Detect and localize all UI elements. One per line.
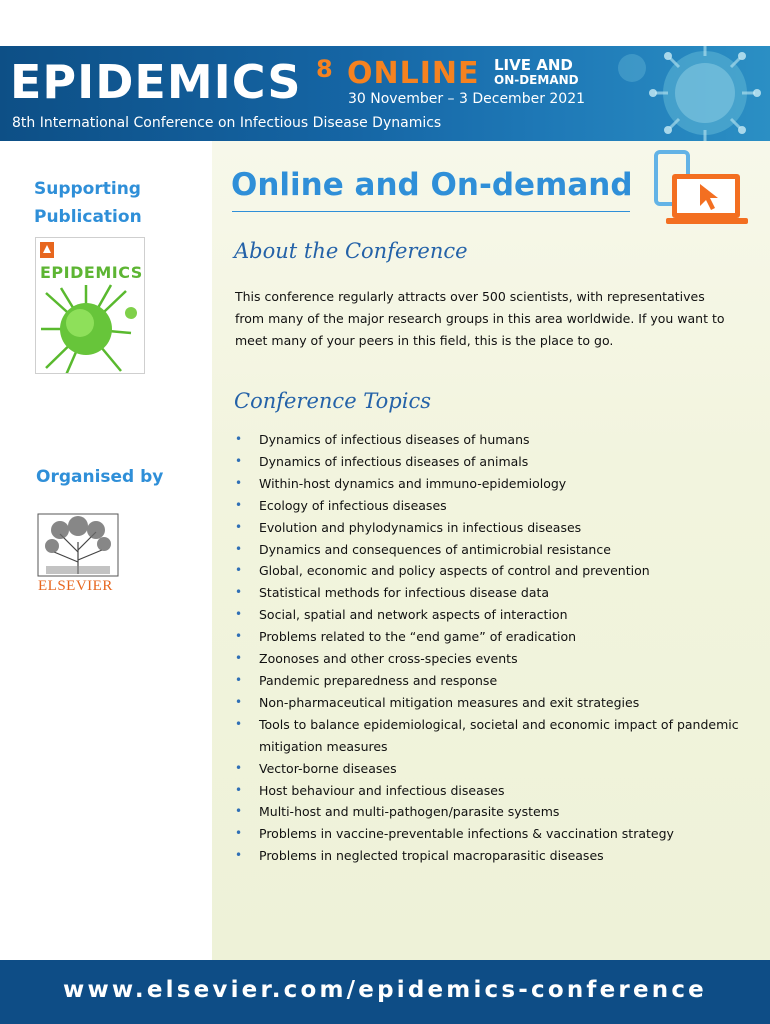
topic-item — [235, 495, 745, 517]
bullet-icon: • — [235, 826, 243, 841]
topic-text: Host behaviour and infectious diseases — [259, 782, 505, 798]
bullet-icon: • — [235, 760, 243, 775]
virus-illustration-icon — [36, 283, 145, 374]
topics-list — [235, 429, 745, 867]
topic-item — [235, 823, 745, 845]
supporting-heading-line1: Supporting — [34, 179, 141, 199]
topic-item — [235, 429, 745, 451]
bullet-icon: • — [235, 629, 243, 644]
conference-title: EPIDEMICS — [10, 55, 302, 109]
topic-item — [235, 517, 745, 539]
about-heading: About the Conference — [234, 239, 468, 263]
conference-banner — [0, 46, 770, 141]
elsevier-wordmark: ELSEVIER — [38, 578, 113, 594]
topic-text: Social, spatial and network aspects of interaction — [259, 607, 568, 623]
bullet-icon: • — [235, 694, 243, 709]
on-demand-label: ON-DEMAND — [494, 73, 579, 87]
topic-item — [235, 604, 745, 626]
topic-item — [235, 714, 745, 758]
topic-item — [235, 539, 745, 561]
topic-item — [235, 451, 745, 473]
topic-text: Dynamics of infectious diseases of humans — [259, 432, 530, 447]
bullet-icon: • — [235, 607, 243, 622]
about-text: This conference regularly attracts over 500 scientists, with representatives from many of the major research groups in this area worldwide. If you want to meet many of your peers in this field, this is the place to go. — [235, 289, 725, 348]
topic-item — [235, 648, 745, 670]
topic-item — [235, 582, 745, 604]
bullet-icon: • — [235, 563, 243, 578]
bullet-icon: • — [235, 497, 243, 512]
topic-text: Multi-host and multi-pathogen/parasite systems — [259, 804, 560, 820]
page-title: Online and On-demand — [231, 167, 633, 203]
live-and-label: LIVE AND — [494, 56, 573, 74]
bullet-icon: • — [235, 453, 243, 468]
topic-item — [235, 692, 745, 714]
title-divider — [232, 211, 630, 212]
bullet-icon: • — [235, 432, 243, 446]
bullet-icon: • — [235, 716, 243, 731]
laptop-tablet-icon — [652, 150, 752, 230]
virus-icon — [610, 46, 770, 141]
topic-text: Non-pharmaceutical mitigation measures and exit strategies — [259, 694, 640, 710]
topic-item — [235, 473, 745, 495]
conference-dates: 30 November – 3 December 2021 — [348, 91, 586, 107]
topic-item — [235, 758, 745, 780]
topic-item — [235, 845, 745, 867]
topic-item — [235, 560, 745, 582]
bullet-icon: • — [235, 804, 243, 819]
topic-text: Dynamics and consequences of antimicrobial resistance — [259, 541, 611, 557]
footer — [0, 960, 770, 1024]
online-label: ONLINE — [347, 56, 480, 91]
conference-url-link[interactable]: www.elsevier.com/epidemics-conference — [63, 977, 707, 1003]
bullet-icon: • — [235, 782, 243, 797]
journal-title: EPIDEMICS — [40, 263, 143, 282]
topic-text: Global, economic and policy aspects of control and prevention — [259, 563, 650, 579]
topic-text: Dynamics of infectious diseases of animals — [259, 453, 529, 469]
supporting-heading-line2: Publication — [34, 207, 142, 227]
bullet-icon: • — [235, 848, 243, 863]
organised-by-heading: Organised by — [36, 467, 164, 487]
bullet-icon: • — [235, 541, 243, 556]
topic-text: Evolution and phylodynamics in infectious diseases — [259, 519, 582, 535]
topic-item — [235, 626, 745, 648]
bullet-icon: • — [235, 475, 243, 490]
bullet-icon: • — [235, 672, 243, 687]
topic-text: Problems in neglected tropical macroparasitic diseases — [259, 848, 604, 864]
topic-item — [235, 780, 745, 802]
publisher-logo-icon — [40, 242, 54, 258]
topics-heading: Conference Topics — [234, 389, 432, 413]
bullet-icon: • — [235, 519, 243, 534]
topic-item — [235, 801, 745, 823]
topic-text: Tools to balance epidemiological, societal and economic impact of pandemic mitigation measures — [259, 716, 739, 754]
topic-text: Ecology of infectious diseases — [259, 497, 447, 513]
topic-text: Within-host dynamics and immuno-epidemiology — [259, 475, 567, 491]
bullet-icon: • — [235, 651, 243, 666]
bullet-icon: • — [235, 585, 243, 600]
topic-text: Zoonoses and other cross-species events — [259, 651, 518, 667]
topic-text: Problems in vaccine-preventable infections & vaccination strategy — [259, 826, 674, 842]
conference-subtitle: 8th International Conference on Infectious Disease Dynamics — [12, 115, 442, 131]
journal-cover[interactable] — [35, 237, 145, 374]
topic-text: Pandemic preparedness and response — [259, 672, 498, 688]
topic-text: Statistical methods for infectious disease data — [259, 585, 550, 601]
edition-number: 8 — [316, 55, 333, 83]
topic-item — [235, 670, 745, 692]
topic-text: Problems related to the “end game” of eradication — [259, 629, 577, 645]
topic-text: Vector-borne diseases — [259, 760, 397, 776]
